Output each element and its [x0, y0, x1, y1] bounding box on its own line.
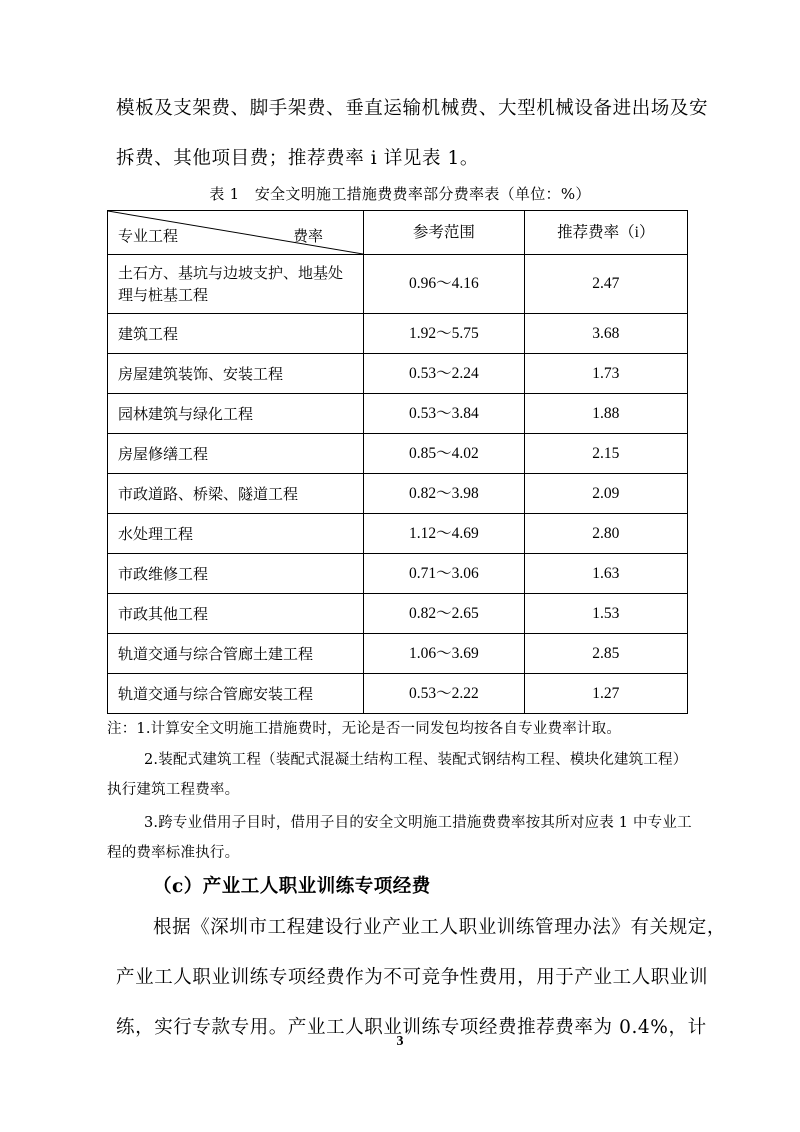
- intro-paragraph: [116, 84, 709, 184]
- table-row: [108, 434, 688, 474]
- row-rate: 1.88: [524, 394, 687, 434]
- row-rate: 1.53: [524, 594, 687, 634]
- row-range: 1.06～3.69: [364, 634, 525, 674]
- row-range: 0.82～3.98: [364, 474, 525, 514]
- row-name: 轨道交通与综合管廊土建工程: [108, 634, 364, 674]
- table-row: [108, 474, 688, 514]
- row-range: 0.71～3.06: [364, 554, 525, 594]
- header-specialty: 专业工程: [118, 227, 179, 245]
- row-range: 1.12～4.69: [364, 514, 525, 554]
- row-name: 市政道路、桥梁、隧道工程: [108, 474, 364, 514]
- intro-line-2: 拆费、其他项目费；推荐费率 i 详见表 1。: [116, 148, 480, 169]
- row-name: 市政其他工程: [108, 594, 364, 634]
- row-name: 市政维修工程: [108, 554, 364, 594]
- row-name: 房屋修缮工程: [108, 434, 364, 474]
- note-2-line-2: 执行建筑工程费率。: [107, 782, 240, 798]
- note-1-text: 注：1.计算安全文明施工措施费时，无论是否一同发包均按各自专业费率计取。: [107, 721, 622, 737]
- row-name: 土石方、基坑与边坡支护、地基处理与桩基工程: [108, 255, 364, 314]
- note-3-line-2: 程的费率标准执行。: [107, 845, 240, 861]
- row-range: 0.96～4.16: [364, 255, 525, 314]
- table-caption: 表 1 安全文明施工措施费费率部分费率表（单位：%）: [209, 185, 591, 203]
- diagonal-header-cell: [108, 211, 364, 255]
- row-name: 房屋建筑装饰、安装工程: [108, 354, 364, 394]
- section-line-1: 根据《深圳市工程建设行业产业工人职业训练管理办法》有关规定，: [153, 917, 727, 938]
- section-line-3: 练，实行专款专用。产业工人职业训练专项经费推荐费率为 0.4%，计: [116, 1017, 707, 1038]
- intro-line-1: 模板及支架费、脚手架费、垂直运输机械费、大型机械设备进出场及安: [116, 98, 709, 119]
- header-range: 参考范围: [364, 211, 525, 255]
- table-row: [108, 594, 688, 634]
- row-range: 0.53～2.22: [364, 674, 525, 714]
- row-rate: 1.73: [524, 354, 687, 394]
- row-name: 园林建筑与绿化工程: [108, 394, 364, 434]
- note-1: [107, 714, 697, 744]
- table-row: [108, 554, 688, 594]
- table-header-row: [108, 211, 688, 255]
- row-rate: 3.68: [524, 314, 687, 354]
- note-3-line-1: 3.跨专业借用子目时，借用子目的安全文明施工措施费费率按其所对应表 1 中专业工: [144, 815, 692, 831]
- header-rate-label: 费率: [293, 227, 324, 245]
- row-name: 轨道交通与综合管廊安装工程: [108, 674, 364, 714]
- row-rate: 2.47: [524, 255, 687, 314]
- note-2: [107, 745, 697, 805]
- table-row: [108, 314, 688, 354]
- row-rate: 2.85: [524, 634, 687, 674]
- section-paragraph: [116, 903, 727, 1053]
- row-name: 建筑工程: [108, 314, 364, 354]
- row-rate: 2.80: [524, 514, 687, 554]
- row-range: 0.53～3.84: [364, 394, 525, 434]
- row-rate: 1.27: [524, 674, 687, 714]
- section-line-2: 产业工人职业训练专项经费作为不可竞争性费用，用于产业工人职业训: [116, 967, 709, 988]
- row-rate: 2.15: [524, 434, 687, 474]
- table-row: [108, 354, 688, 394]
- table-row: [108, 634, 688, 674]
- row-rate: 2.09: [524, 474, 687, 514]
- table-row: [108, 394, 688, 434]
- page-number: 3: [396, 1034, 404, 1049]
- row-range: 0.53～2.24: [364, 354, 525, 394]
- table-row: [108, 674, 688, 714]
- row-rate: 1.63: [524, 554, 687, 594]
- fee-rate-table: [107, 210, 688, 714]
- row-range: 1.92～5.75: [364, 314, 525, 354]
- table-row: [108, 514, 688, 554]
- table-row: [108, 255, 688, 314]
- section-heading: （c）产业工人职业训练专项经费: [153, 876, 431, 897]
- row-range: 0.82～2.65: [364, 594, 525, 634]
- header-recommended-rate: 推荐费率（i）: [524, 211, 687, 255]
- note-2-line-1: 2.装配式建筑工程（装配式混凝土结构工程、装配式钢结构工程、模块化建筑工程）: [144, 752, 688, 768]
- row-range: 0.85～4.02: [364, 434, 525, 474]
- note-3: [107, 808, 697, 868]
- row-name: 水处理工程: [108, 514, 364, 554]
